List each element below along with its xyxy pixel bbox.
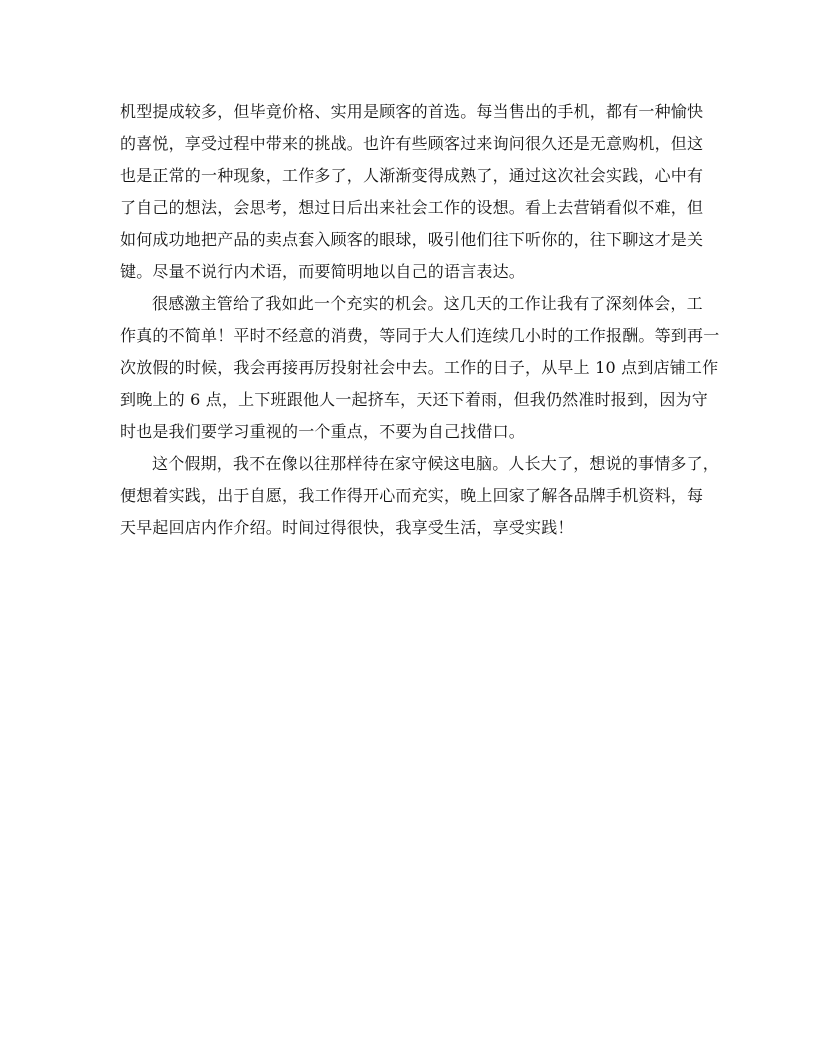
text-line: 时也是我们要学习重视的一个重点，不要为自己找借口。 <box>120 422 526 441</box>
text-line: 如何成功地把产品的卖点套入顾客的眼球，吸引他们往下听你的，往下聊这才是关 <box>120 230 704 249</box>
text-line: 的喜悦，享受过程中带来的挑战。也许有些顾客过来询问很久还是无意购机，但这 <box>120 134 704 153</box>
body-text <box>120 96 720 544</box>
text-line: 次放假的时候，我会再接再厉投射社会中去。工作的日子，从早上 10 点到店铺工作 <box>120 358 719 377</box>
text-line: 到晚上的 6 点，上下班跟他人一起挤车，天还下着雨，但我仍然准时报到，因为守 <box>120 390 708 409</box>
text-line: 作真的不简单！平时不经意的消费，等同于大人们连续几小时的工作报酬。等到再一 <box>120 326 720 345</box>
text-line: 也是正常的一种现象，工作多了，人渐渐变得成熟了，通过这次社会实践，心中有 <box>120 166 704 185</box>
text-line: 便想着实践，出于自愿，我工作得开心而充实，晚上回家了解各品牌手机资料，每 <box>120 486 704 505</box>
text-line: 键。尽量不说行内术语，而要简明地以自己的语言表达。 <box>120 262 526 281</box>
text-line: 了自己的想法，会思考，想过日后出来社会工作的设想。看上去营销看似不难，但 <box>120 198 704 217</box>
text-line: 天早起回店内作介绍。时间过得很快，我享受生活，享受实践！ <box>120 518 574 537</box>
paragraph-first-line: 很感激主管给了我如此一个充实的机会。这几天的工作让我有了深刻体会，工 <box>152 294 703 313</box>
text-line: 机型提成较多，但毕竟价格、实用是顾客的首选。每当售出的手机，都有一种愉快 <box>120 102 704 121</box>
paragraph-first-line: 这个假期，我不在像以往那样待在家守候这电脑。人长大了，想说的事情多了， <box>152 454 720 473</box>
